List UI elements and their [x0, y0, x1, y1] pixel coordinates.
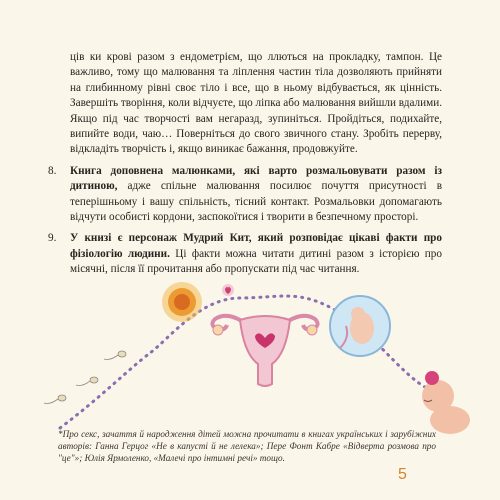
sperm-icon	[44, 351, 126, 404]
item-number: 8.	[48, 164, 57, 177]
item-heading: Книга доповнена малюнками, які варто розмальовувати разом із дитиною,	[70, 164, 442, 193]
footnote: *Про секс, зачаття й народження дітей можна прочитати в книгах українських і зарубіжних авторів: Ганна Герцог «Не в капусті й не лелека»; Пере Фонт Кабре «Відверта розмова про "це"»; Юлія Ярмоленко, «Малечі про інтимні речі» тощо.	[58, 429, 436, 463]
paragraph-continued: ців ки крові разом з ендометрієм, що ллються на прокладку, тампон. Це важливо, тому що малювання та ліплення частин тіла дозволяють прийняти на глибинному рівні своє тіло і все, що в ньому відбувається, як цінність. Завершіть творіння, коли відчуєте, що ліпка або малювання вийшли вдалими. Якщо під час творчості вам негаразд, зупиніться. Пройдіться, подихайте, випийте води, чаю… Поверніться до свого звичного стану. Зробіть перерву, відкладіть творчість і, якщо виникає бажання, продовжуйте.	[70, 51, 442, 156]
item-text: адже спільне малювання посилює почуття присутності в теперішньому і вашу спільність, тісний контакт. Розмальовки допомагають відчути особисті кордони, заспокоїтися і творити в безпечному просторі.	[70, 180, 442, 224]
body-text	[48, 50, 442, 278]
conception-illustration	[40, 278, 480, 438]
heart-bud-icon	[222, 284, 234, 296]
baby-icon	[422, 371, 470, 434]
fetus-bubble-icon	[330, 296, 390, 356]
list-item-9	[48, 231, 442, 277]
egg-cell-icon	[162, 282, 202, 322]
item-number: 9.	[48, 232, 57, 245]
item-text: Ці факти можна читати дитині разом з історією про місячні, після її прочитання або пропускати під час читання.	[70, 247, 442, 276]
uterus-icon	[212, 316, 317, 386]
page-number: 5	[398, 466, 407, 483]
item-heading: У книзі є персонаж Мудрий Кит, який розповідає цікаві факти про фізіологію людини.	[70, 232, 442, 260]
list-item-8	[48, 164, 442, 226]
